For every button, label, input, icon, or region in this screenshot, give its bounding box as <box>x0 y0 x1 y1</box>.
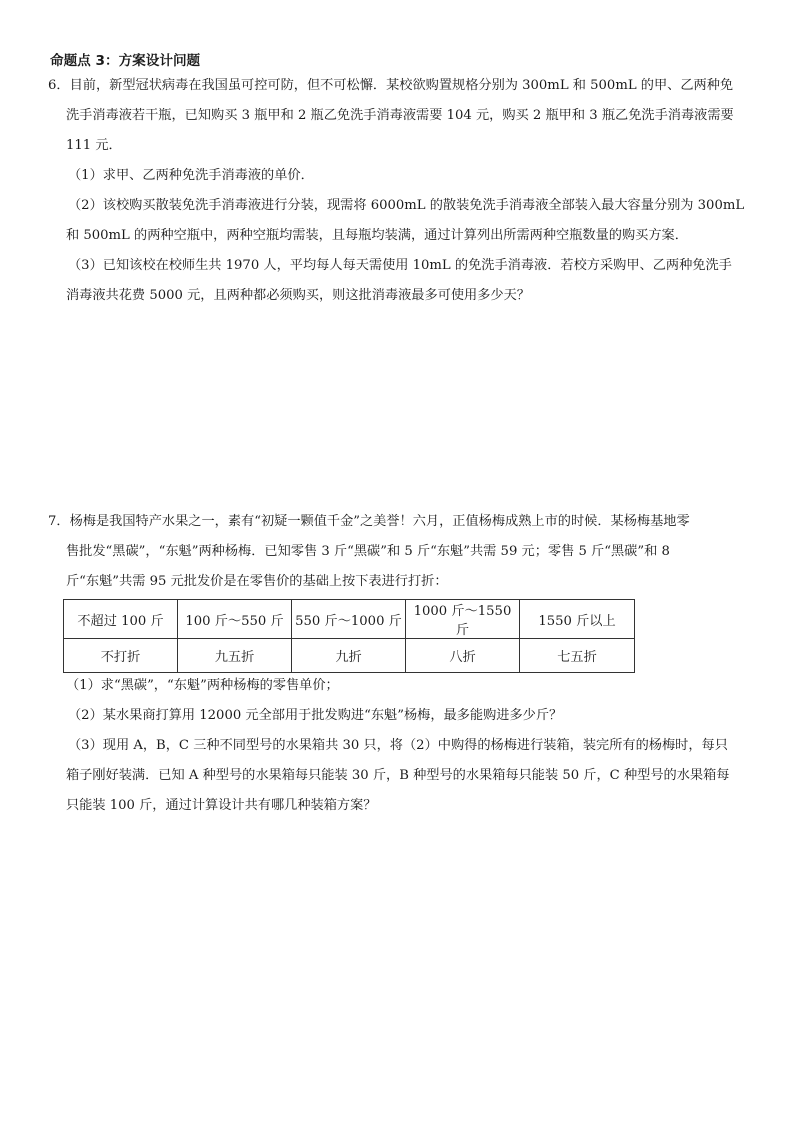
table-row <box>64 600 635 639</box>
table-row <box>64 639 635 673</box>
q6-stem-line: 洗手消毒液若干瓶，已知购买 3 瓶甲和 2 瓶乙免洗手消毒液需要 104 元，购买 2 瓶甲和 3 瓶乙免洗手消毒液需要 <box>66 108 734 123</box>
question-7-parts <box>48 671 754 821</box>
table-header-cell: 1550 斤以上 <box>520 600 635 639</box>
section-heading: 命题点 3：方案设计问题 <box>50 53 201 69</box>
q7-part-1: （1）求“黑碳”，“东魁”两种杨梅的零售单价； <box>66 678 339 693</box>
q7-stem-line: 斤“东魁”共需 95 元批发价是在零售价的基础上按下表进行打折： <box>66 574 448 589</box>
q7-part-3: （3）现用 A，B，C 三种不同型号的水果箱共 30 只，将（2）中购得的杨梅进行装箱，装完所有的杨梅时，每只 <box>68 738 728 753</box>
table-cell: 八折 <box>406 639 520 673</box>
table-cell: 九五折 <box>178 639 292 673</box>
table-cell: 九折 <box>292 639 406 673</box>
q6-stem-line: 111 元． <box>66 138 122 153</box>
q6-part-3-cont: 消毒液共花费 5000 元，且两种都必须购买，则这批消毒液最多可使用多少天？ <box>66 288 530 303</box>
q7-stem-line: 售批发“黑碳”，“东魁”两种杨梅．已知零售 3 斤“黑碳”和 5 斤“东魁”共需 59 元；零售 5 斤“黑碳”和 8 <box>66 544 670 559</box>
q7-part-3-cont: 只能装 100 斤，通过计算设计共有哪几种装箱方案？ <box>66 798 377 813</box>
table-header-cell: 550 斤～1000 斤 <box>292 600 406 639</box>
q6-part-2: （2）该校购买散装免洗手消毒液进行分装，现需将 6000mL 的散装免洗手消毒液全部装入最大容量分别为 300mL <box>68 198 745 213</box>
q7-part-3-cont: 箱子刚好装满．已知 A 种型号的水果箱每只能装 30 斤，B 种型号的水果箱每只能装 50 斤，C 种型号的水果箱每 <box>66 768 730 783</box>
q7-stem-line: 7．杨梅是我国特产水果之一，素有“初疑一颗值千金”之美誉！六月，正值杨梅成熟上市的时候．某杨梅基地零 <box>48 514 690 529</box>
table-header-cell: 1000 斤～1550 斤 <box>406 600 520 639</box>
q6-stem-line: 6．目前，新型冠状病毒在我国虽可控可防，但不可松懈．某校欲购置规格分别为 300mL 和 500mL 的甲、乙两种免 <box>48 78 734 93</box>
table-header-cell: 不超过 100 斤 <box>64 600 178 639</box>
q6-part-2-cont: 和 500mL 的两种空瓶中，两种空瓶均需装，且每瓶均装满，通过计算列出所需两种空瓶数量的购买方案． <box>66 228 688 243</box>
q7-part-2: （2）某水果商打算用 12000 元全部用于批发购进“东魁”杨梅，最多能购进多少斤？ <box>68 708 563 723</box>
table-header-cell: 100 斤～550 斤 <box>178 600 292 639</box>
q6-part-1: （1）求甲、乙两种免洗手消毒液的单价． <box>68 168 314 183</box>
table-cell: 不打折 <box>64 639 178 673</box>
table-cell: 七五折 <box>520 639 635 673</box>
discount-table <box>63 599 635 673</box>
question-6 <box>48 71 754 311</box>
q6-part-3: （3）已知该校在校师生共 1970 人，平均每人每天需使用 10mL 的免洗手消毒液．若校方采购甲、乙两种免洗手 <box>68 258 732 273</box>
question-7 <box>48 507 754 597</box>
